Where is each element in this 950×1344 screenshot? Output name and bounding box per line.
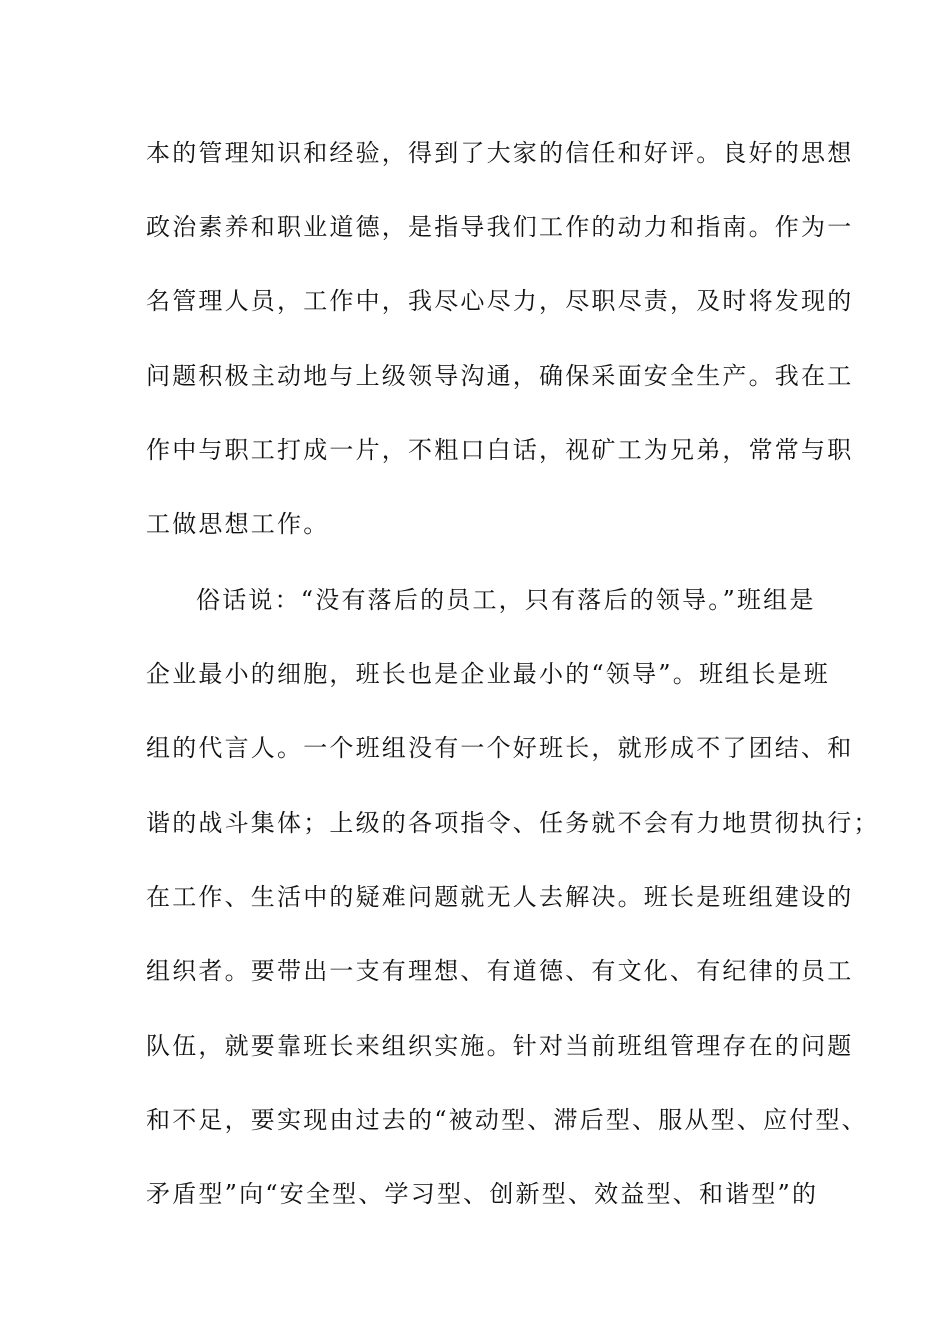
text-line: 矛盾型”向“安全型、学习型、创新型、效益型、和谐型”的 bbox=[146, 1180, 819, 1208]
text-line: 本的管理知识和经验，得到了大家的信任和好评。良好的思想 bbox=[146, 139, 854, 167]
text-line: 作中与职工打成一片，不粗口白话，视矿工为兄弟，常常与职 bbox=[146, 436, 854, 464]
text-line: 问题积极主动地与上级领导沟通，确保采面安全生产。我在工 bbox=[146, 362, 854, 390]
text-line: 工做思想工作。 bbox=[146, 510, 330, 538]
text-line: 政治素养和职业道德，是指导我们工作的动力和指南。作为一 bbox=[146, 213, 854, 241]
text-line: 名管理人员，工作中，我尽心尽力，尽职尽责，及时将发现的 bbox=[146, 287, 854, 315]
text-line: 谐的战斗集体；上级的各项指令、任务就不会有力地贯彻执行； bbox=[146, 809, 880, 837]
text-line: 组的代言人。一个班组没有一个好班长，就形成不了团结、和 bbox=[146, 734, 854, 762]
text-line: 企业最小的细胞，班长也是企业最小的“领导”。班组长是班 bbox=[146, 660, 830, 688]
text-line: 在工作、生活中的疑难问题就无人去解决。班长是班组建设的 bbox=[146, 883, 854, 911]
text-line: 队伍，就要靠班长来组织实施。针对当前班组管理存在的问题 bbox=[146, 1032, 854, 1060]
paragraph-first-line: 俗话说：“没有落后的员工，只有落后的领导。”班组是 bbox=[196, 586, 816, 614]
text-line: 组织者。要带出一支有理想、有道德、有文化、有纪律的员工 bbox=[146, 957, 854, 985]
text-line: 和不足，要实现由过去的“被动型、滞后型、服从型、应付型、 bbox=[146, 1106, 868, 1134]
